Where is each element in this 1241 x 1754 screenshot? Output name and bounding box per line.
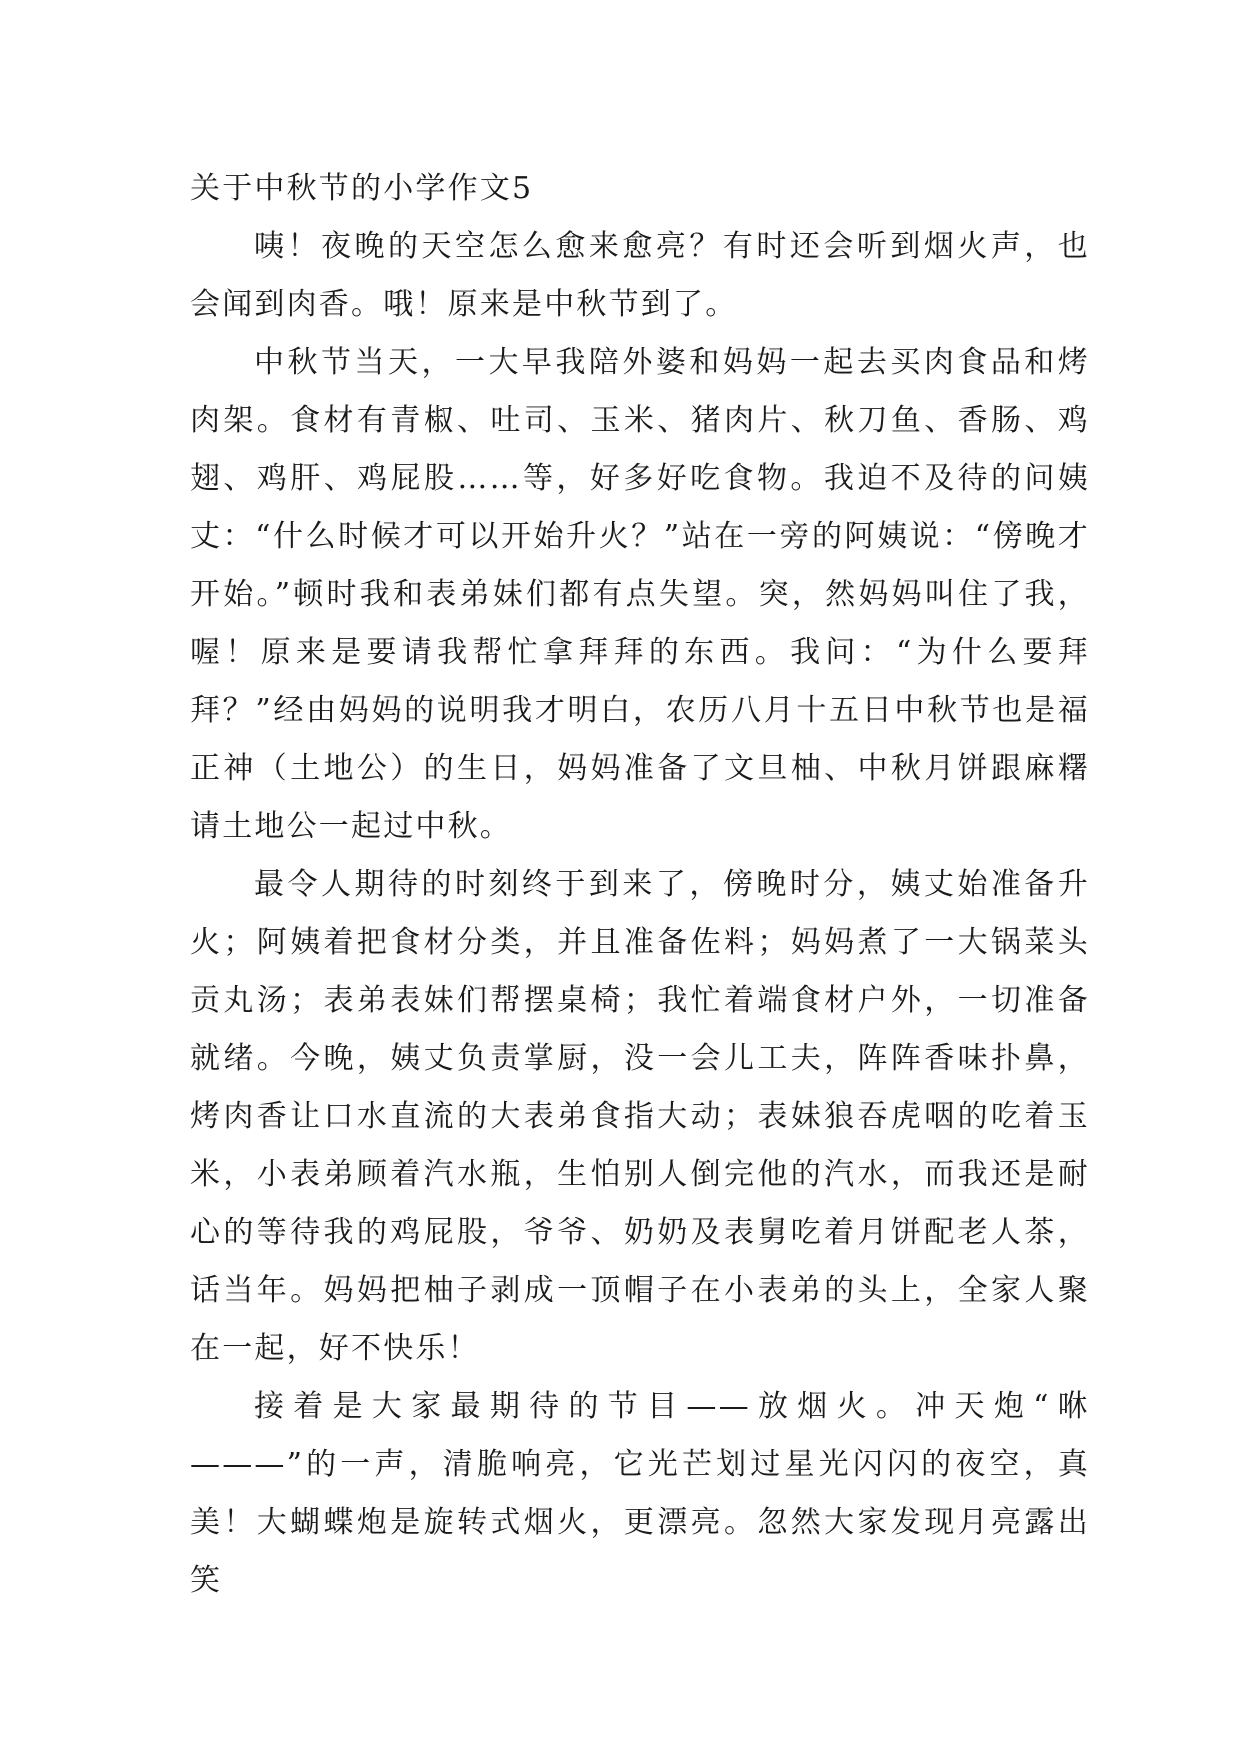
paragraph-2: 中秋节当天，一大早我陪外婆和妈妈一起去买肉食品和烤肉架。食材有青椒、吐司、玉米、猪肉片、秋刀鱼、香肠、鸡翅、鸡肝、鸡屁股……等，好多好吃食物。我迫不及待的问姨丈：“什么时候才可以开始升火？”站在一旁的阿姨说：“傍晚才开始。”顿时我和表弟妹们都有点失望。突，然妈妈叫住了我，喔！原来是要请我帮忙拿拜拜的东西。我问：“为什么要拜拜？”经由妈妈的说明我才明白，农历八月十五日中秋节也是福正神（土地公）的生日，妈妈准备了文旦柚、中秋月饼跟麻糬请土地公一起过中秋。 [190, 345, 1090, 844]
document-title: 关于中秋节的小学作文5 [190, 171, 534, 206]
paragraph-3: 最令人期待的时刻终于到来了，傍晚时分，姨丈始准备升火；阿姨着把食材分类，并且准备佐料；妈妈煮了一大锅菜头贡丸汤；表弟表妹们帮摆桌椅；我忙着端食材户外，一切准备就绪。今晚，姨丈负责掌厨，没一会儿工夫，阵阵香味扑鼻，烤肉香让口水直流的大表弟食指大动；表妹狼吞虎咽的吃着玉米，小表弟顾着汽水瓶，生怕别人倒完他的汽水，而我还是耐心的等待我的鸡屁股，爷爷、奶奶及表舅吃着月饼配老人茶，话当年。妈妈把柚子剥成一顶帽子在小表弟的头上，全家人聚在一起，好不快乐！ [190, 867, 1090, 1366]
paragraph-1: 咦！夜晚的天空怎么愈来愈亮？有时还会听到烟火声，也会闻到肉香。哦！原来是中秋节到了。 [190, 229, 1090, 322]
paragraph-4: 接着是大家最期待的节目——放烟火。冲天炮“咻———”的一声，清脆响亮，它光芒划过星光闪闪的夜空，真美！大蝴蝶炮是旋转式烟火，更漂亮。忽然大家发现月亮露出笑 [190, 1389, 1090, 1598]
document-body [190, 160, 1090, 1610]
